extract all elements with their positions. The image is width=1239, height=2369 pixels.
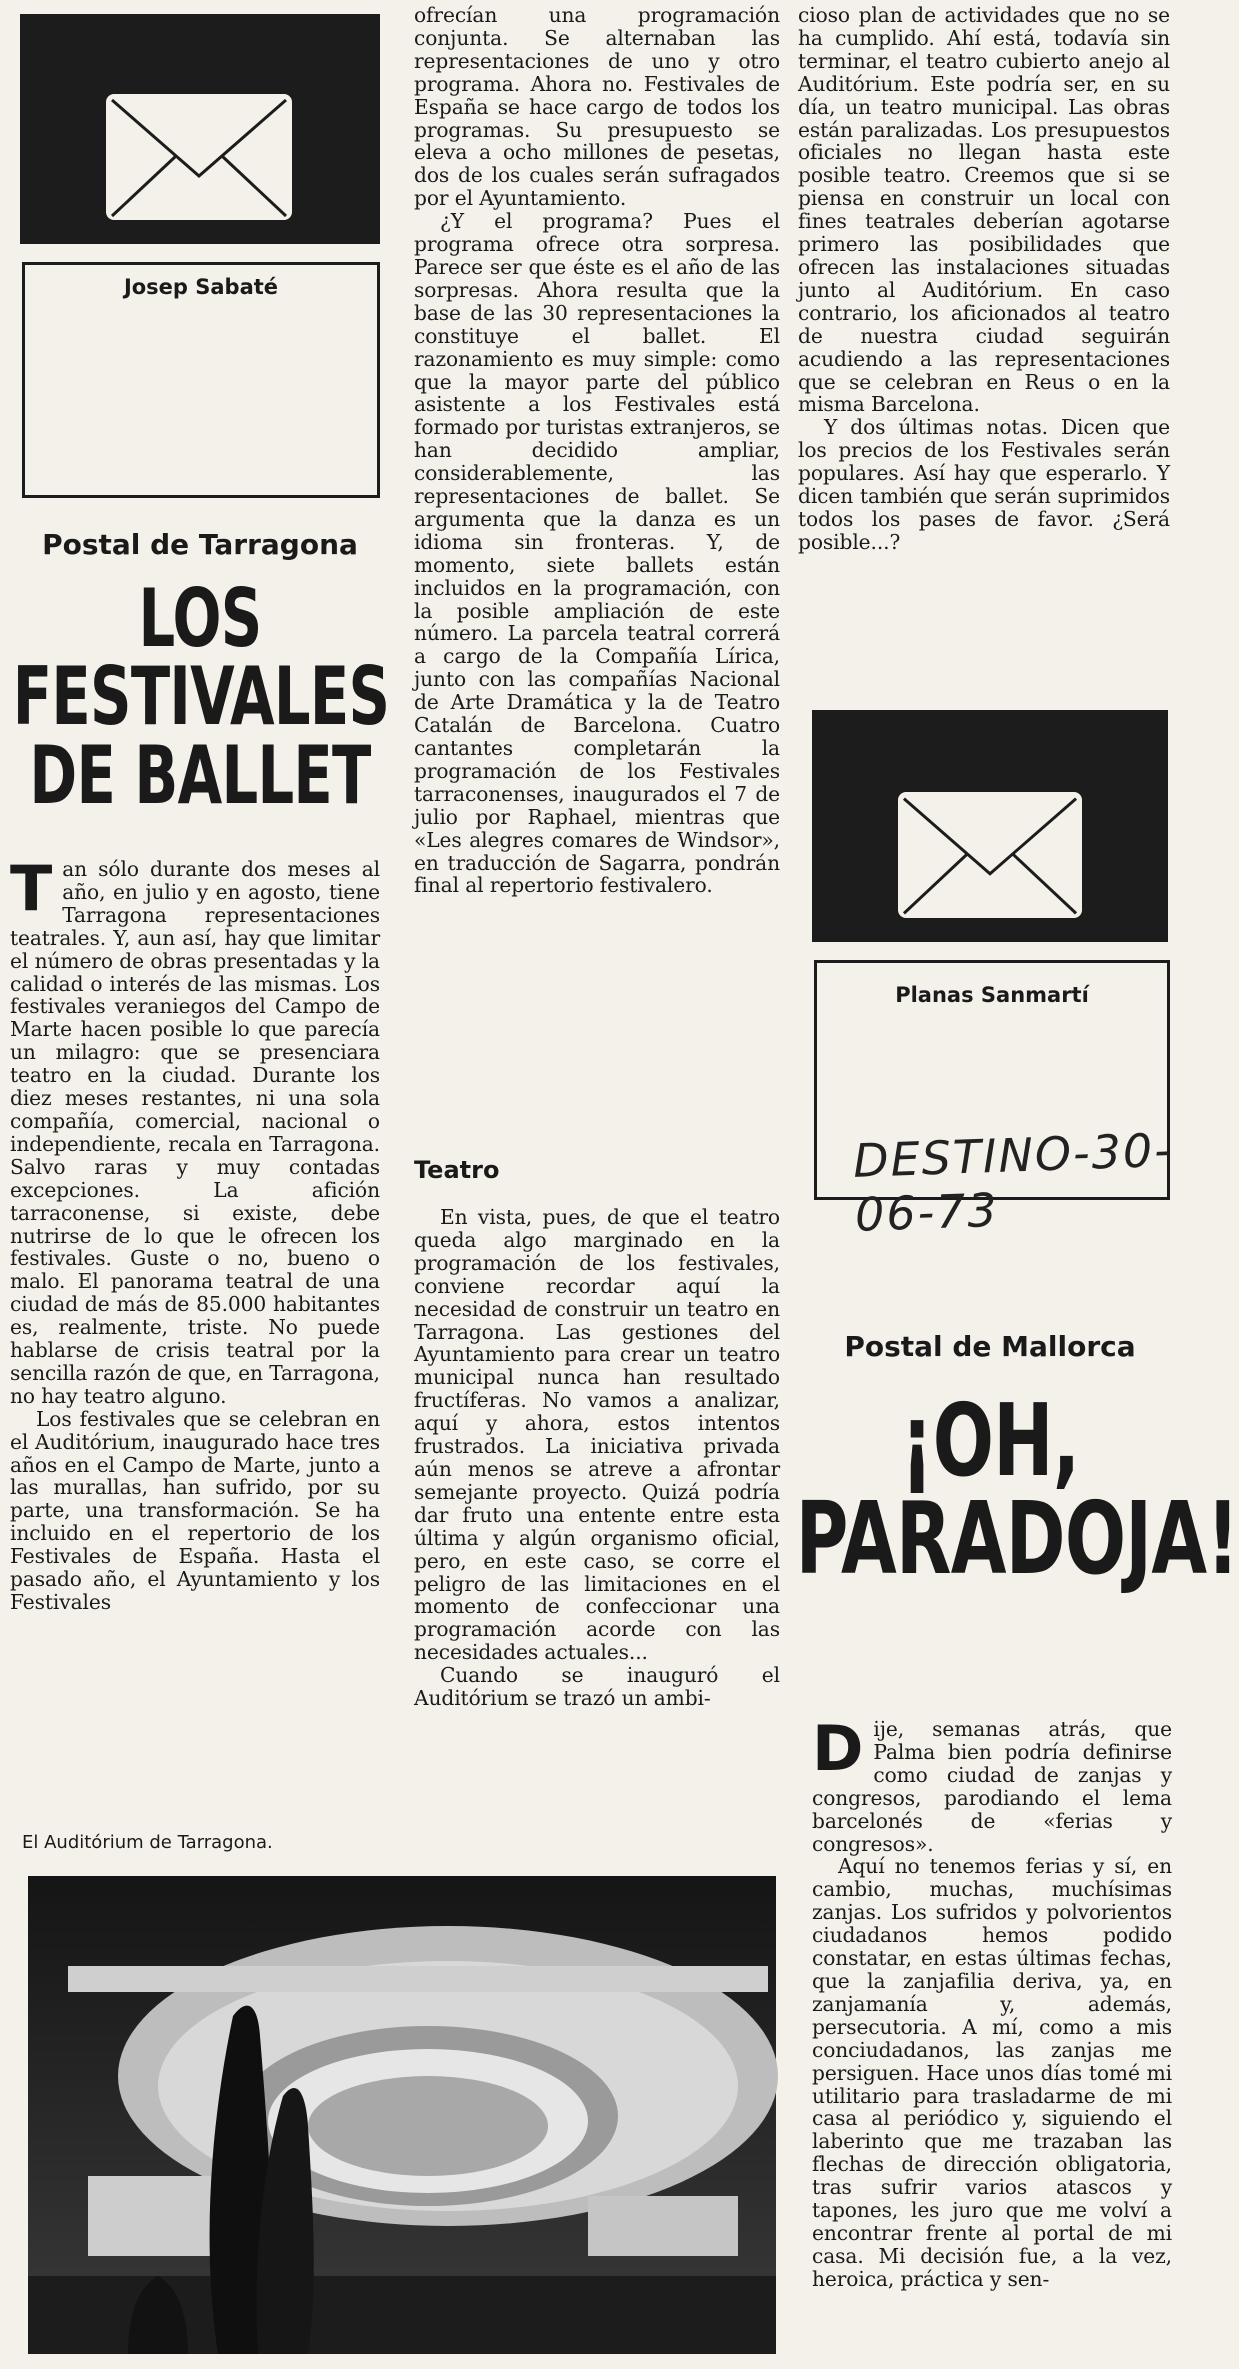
headline-line-1: ¡OH, [900,1382,1080,1499]
article-tarragona-col2 [414,4,780,1110]
article-tarragona-col3 [798,4,1170,694]
paragraph: ofrecían una programación conjunta. Se alternaban las representaciones de uno y otro programa. Ahora no. Festivales de España se hace cargo de todos los programas. Su presupuesto se eleva a ocho millones de pesetas, dos de los cuales serán sufragados por el Ayuntamiento. [414,3,780,211]
handwritten-stamp: DESTINO-30-06-73 [852,1122,1174,1242]
envelope-icon [898,792,1082,918]
kicker-tarragona: Postal de Tarragona [42,528,358,561]
photo-caption: El Auditórium de Tarragona. [22,1832,273,1853]
article-mallorca [812,1712,1172,2364]
section-heading-teatro: Teatro [414,1156,500,1184]
headline-line-2: FESTIVALES [12,650,390,744]
article-tarragona-col2b [414,1206,780,1816]
byline: Planas Sanmartí [895,983,1089,1007]
article-tarragona-col1 [10,852,380,1820]
paragraph: Los festivales que se celebran en el Auditórium, inaugurado hace tres años en el Campo de Marte, junto a las murallas, han sufrido, por su parte, una transformación. Se ha incluido en el repertorio de los Festivales de España. Hasta el pasado año, el Ayuntamiento y los Festivales [10,1406,380,1614]
paragraph: ije, semanas atrás, que Palma bien podría definirse como ciudad de zanjas y congresos, parodiando el lema barcelonés de «ferias y congresos». [812,1717,1172,1856]
paragraph: cioso plan de actividades que no se ha cumplido. Ahí está, todavía sin terminar, el teatro cubierto anejo al Auditórium. Este podría ser, en su día, un teatro municipal. Las obras están paralizadas. Los presupuestos oficiales no llegan hasta este posible teatro. Creemos que si se piensa en construir un local con fines teatrales deberían agotarse primero las posibilidades que ofrecen las instalaciones situadas junto al Auditórium. En caso contrario, los aficionados al teatro de nuestra ciudad seguirán acudiendo a las representaciones que se celebran en Reus o en la misma Barcelona. [798,3,1170,417]
paragraph: Y dos últimas notas. Dicen que los precios de los Festivales serán populares. Así hay que esperarlo. Y dicen también que serán suprimidos todos los pases de favor. ¿Será posible...? [798,415,1170,554]
headline-line-2: PARADOJA! [795,1480,1239,1597]
envelope-icon [106,94,292,220]
headline-paradoja [795,1382,1239,1597]
paragraph: Aquí no tenemos ferias y sí, en cambio, muchas, muchísimas zanjas. Los sufridos y polvorientos ciudadanos hemos podido constatar, en estas últimas fechas, que la zanjafilia deriva, ya, en zanjamanía y, además, persecutoria. A mí, como a mis conciudadanos, las zanjas me persiguen. Hace unos días tomé mi utilitario para trasladarme de mi casa al periódico y, siguiendo el laberinto que me trazaban las flechas de dirección obligatoria, tras sufrir varios atascos y tapones, les juro que me volví a encontrar frente al portal de mi casa. Mi decisión fue, a la vez, heroica, práctica y sen- [812,1854,1172,2291]
envelope-box-right [812,710,1168,942]
headline-line-1: LOS [138,572,262,665]
paragraph: ¿Y el programa? Pues el programa ofrece otra sorpresa. Parece ser que éste es el año de las sorpresas. Ahora resulta que la base de las 30 representaciones la constituye el ballet. El razonamiento es muy simple: como que la mayor parte del público asistente a los Festivales está formado por turistas extranjeros, se han decidido ampliar, considerablemente, las representaciones de ballet. Se argumenta que la danza es un idioma sin fronteras. Y, de momento, siete ballets están incluidos en la programación, con la posible ampliación de este número. La parcela teatral correrá a cargo de la Compañía Lírica, junto con las compañías Nacional de Arte Dramática y la de Teatro Catalán de Barcelona. Cuatro cantantes completarán la programación de los Festivales tarraconenses, inaugurados el 7 de julio por Raphael, mientras que «Les alegres comares de Windsor», en traducción de Sagarra, pondrán final al repertorio festivalero. [414,209,780,898]
kicker-mallorca: Postal de Mallorca [844,1330,1136,1363]
headline-line-3: DE BALLET [29,728,371,822]
dropcap-d: D [812,1712,864,1785]
byline: Josep Sabaté [123,275,279,299]
paragraph: an sólo durante dos meses al año, en julio y en agosto, tiene Tarragona representaciones teatrales. Y, aun así, hay que limitar el número de obras presentadas y la calidad o interés de las mismas. Los festivales veraniegos del Campo de Marte hacen posible lo que parecía un milagro: que se presenciara teatro en la ciudad. Durante los diez meses restantes, ni una sola compañía, comercial, nacional o independiente, recala en Tarragona. Salvo raras y muy contadas excepciones. La afición tarraconense, si existe, debe nutrirse de lo que le ofrecen los festivales. Guste o no, bueno o malo. El panorama teatral de una ciudad de más de 85.000 habitantes es, realmente, triste. No puede hablarse de crisis teatral por la sencilla razón de que, en Tarragona, no hay teatro alguno. [10,857,380,1408]
envelope-box-top-left [20,14,380,244]
paragraph: Cuando se inauguró el Auditórium se trazó un ambi- [414,1663,780,1711]
byline-box-sabate [22,262,380,498]
headline-festivales [12,572,390,822]
paragraph: En vista, pues, de que el teatro queda algo marginado en la programación de los festivales, conviene recordar aquí la necesidad de construir un teatro en Tarragona. Las gestiones del Ayuntamiento para crear un teatro municipal nunca han resultado fructíferas. No vamos a analizar, aquí y ahora, estos intentos frustrados. La iniciativa privada aún menos se atreve a afrontar semejante proyecto. Quizá podría dar fruto una entente entre esta última y algún organismo oficial, pero, en este caso, se corre el peligro de las limitaciones en el momento de confeccionar una programación acorde con las necesidades actuales... [414,1205,780,1665]
auditorium-photo [28,1876,776,2354]
dropcap-t: T [10,852,53,925]
